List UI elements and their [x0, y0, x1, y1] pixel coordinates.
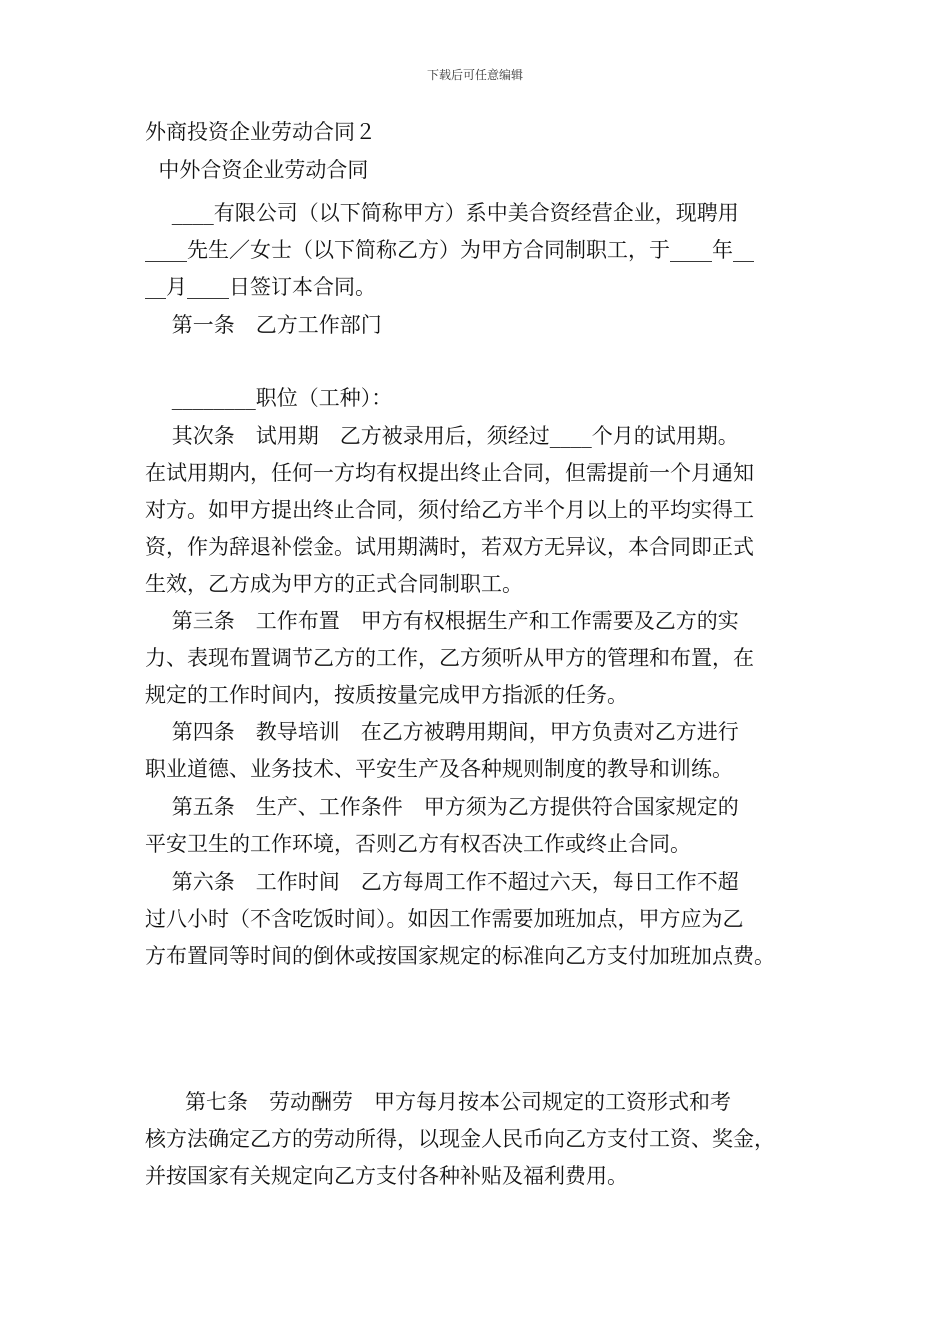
article-heading: 第一条 乙方工作部门: [145, 313, 382, 337]
article-heading: 第五条 生产、工作条件 甲方须为乙方提供符合国家规定的: [145, 795, 739, 819]
paragraph-line: 方布置同等时间的倒休或按国家规定的标准向乙方支付加班加点费。: [145, 944, 775, 968]
paragraph-line: 并按国家有关规定向乙方支付各种补贴及福利费用。: [145, 1164, 628, 1188]
paragraph-line: 核方法确定乙方的劳动所得，以现金人民币向乙方支付工资、奖金，: [145, 1127, 775, 1151]
paragraph-line: 平安卫生的工作环境，否则乙方有权否决工作或终止合同。: [145, 832, 691, 856]
doc-title: 外商投资企业劳动合同２: [145, 120, 376, 144]
article-heading: 第七条 劳动酬劳 甲方每月按本公司规定的工资形式和考: [145, 1090, 732, 1114]
paragraph-line: 对方。如甲方提出终止合同，须付给乙方半个月以上的平均实得工: [145, 498, 754, 522]
paragraph-line: ____有限公司（以下简称甲方）系中美合资经营企业，现聘用: [145, 201, 739, 225]
paragraph-line: ____先生／女士（以下简称乙方）为甲方合同制职工，于____年__: [145, 238, 754, 262]
article-heading: 其次条 试用期 乙方被录用后，须经过____个月的试用期。: [145, 424, 739, 448]
paragraph-line: 在试用期内，任何一方均有权提出终止合同，但需提前一个月通知: [145, 461, 754, 485]
paragraph-line: 生效，乙方成为甲方的正式合同制职工。: [145, 572, 523, 596]
paragraph-line: 力、表现布置调节乙方的工作，乙方须听从甲方的管理和布置，在: [145, 646, 754, 670]
paragraph-line: 资，作为辞退补偿金。试用期满时，若双方无异议，本合同即正式: [145, 535, 754, 559]
page-header: 下载后可任意编辑: [426, 68, 523, 82]
doc-subtitle: 中外合资企业劳动合同: [145, 158, 369, 182]
paragraph-line: 职业道德、业务技术、平安生产及各种规则制度的教导和训练。: [145, 757, 733, 781]
paragraph-line: __月____日签订本合同。: [145, 275, 376, 299]
paragraph-line: 过八小时（不含吃饭时间）。如因工作需要加班加点，甲方应为乙: [145, 907, 744, 931]
paragraph-line: 规定的工作时间内，按质按量完成甲方指派的任务。: [145, 683, 628, 707]
article-heading: 第四条 教导培训 在乙方被聘用期间，甲方负责对乙方进行: [145, 720, 739, 744]
article-heading: 第三条 工作布置 甲方有权根据生产和工作需要及乙方的实: [145, 609, 739, 633]
paragraph-line: ________职位（工种）：: [145, 386, 393, 410]
article-heading: 第六条 工作时间 乙方每周工作不超过六天，每日工作不超: [145, 870, 739, 894]
